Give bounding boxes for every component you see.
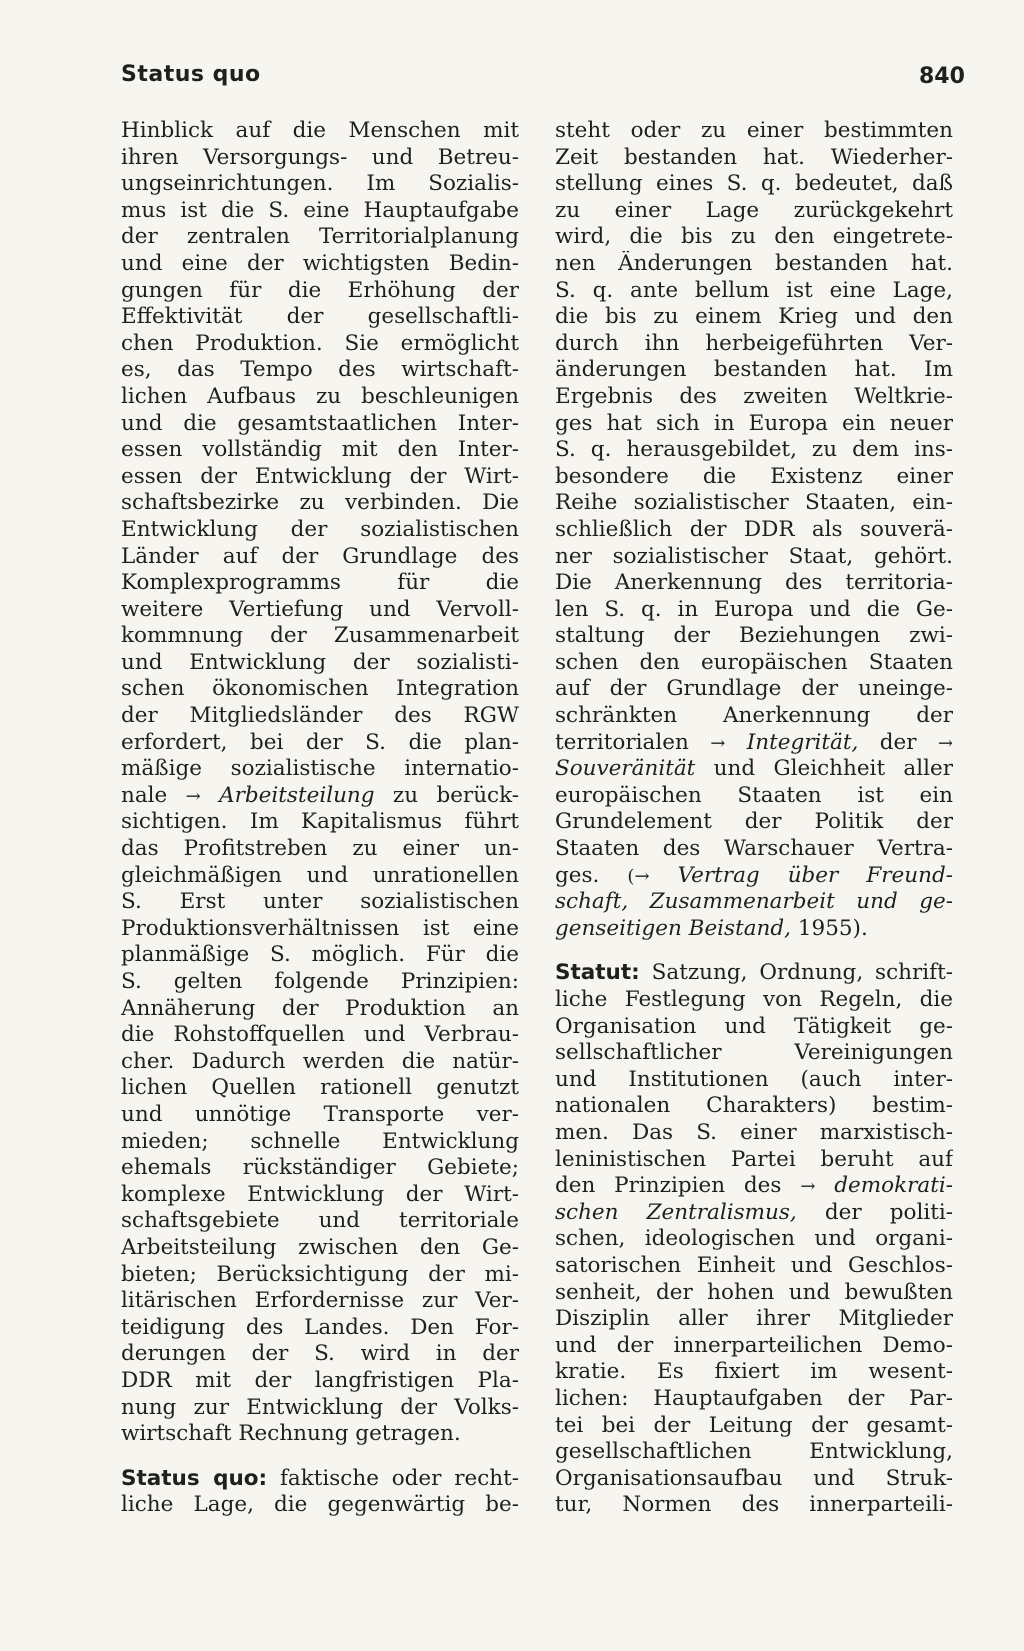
- line-end: und Gleichheit aller: [713, 756, 953, 782]
- text-line: und die gesamtstaatlichen Inter-: [121, 410, 519, 436]
- arrow-icon: (→: [627, 865, 650, 887]
- text-line: schaftsbezirke zu verbinden. Die: [121, 490, 519, 516]
- cross-reference-link[interactable]: demokrati-: [834, 1173, 953, 1199]
- text-line: Die Anerkennung des territoria-: [555, 570, 953, 596]
- text-line: Produktionsverhältnissen ist eine: [121, 915, 519, 941]
- text-line: Reihe sozialistischer Staaten, ein-: [555, 490, 953, 516]
- text-line: ungseinrichtungen. Im Sozialis-: [121, 171, 519, 197]
- text-line: erfordert, bei der S. die plan-: [121, 729, 519, 755]
- text-line: europäischen Staaten ist ein: [555, 782, 953, 808]
- arrow-icon: →: [937, 732, 953, 754]
- paragraph-gap: [121, 1448, 519, 1466]
- text-line: komplexe Entwicklung der Wirt-: [121, 1181, 519, 1207]
- text-line: ner sozialistischer Staat, gehört.: [555, 543, 953, 569]
- right-column: [555, 118, 953, 1519]
- text-line: und Institutionen (auch inter-: [555, 1066, 953, 1092]
- text-line: die bis zu einem Krieg und den: [555, 304, 953, 330]
- text-line: kratie. Es fixiert im wesent-: [555, 1359, 953, 1385]
- text-line: Entwicklung der sozialistischen: [121, 516, 519, 542]
- page-number: 840: [919, 64, 965, 89]
- text-line: kommnung der Zusammenarbeit: [121, 623, 519, 649]
- text-line: teidigung des Landes. Den For-: [121, 1314, 519, 1340]
- line-mid: der: [879, 729, 917, 755]
- text-line: der zentralen Territorialplanung: [121, 224, 519, 250]
- text-line: wirtschaft Rechnung getragen.: [121, 1421, 461, 1447]
- text-line: liche Festlegung von Regeln, die: [555, 987, 953, 1012]
- text-line: Hinblick auf die Menschen mit: [121, 118, 519, 143]
- text-line: S. gelten folgende Prinzipien:: [121, 969, 519, 994]
- cross-reference-link[interactable]: schaft, Zusammenarbeit und ge-: [555, 889, 953, 915]
- text-line: S. q. herausgebildet, zu dem ins-: [555, 437, 953, 463]
- text-line: auf der Grundlage der uneinge-: [555, 676, 953, 702]
- text-line: S. Erst unter sozialistischen: [121, 889, 519, 915]
- text-line: Staaten des Warschauer Vertra-: [555, 836, 953, 862]
- line-start: ges.: [555, 862, 600, 888]
- text-line-with-reference: [555, 916, 953, 943]
- entry-term: Statut:: [555, 960, 640, 986]
- line-start: nale: [121, 782, 168, 808]
- text-line: ges hat sich in Europa ein neuer: [555, 410, 953, 436]
- paragraph-gap: [555, 942, 953, 960]
- text-line: gungen für die Erhöhung der: [121, 277, 519, 303]
- text-line: schen den europäischen Staaten: [555, 649, 953, 675]
- text-line: schen, ideologischen und organi-: [555, 1226, 953, 1252]
- arrow-icon: →: [185, 785, 201, 807]
- text-line: stellung eines S. q. bedeutet, daß: [555, 171, 953, 197]
- text-line: durch ihn herbeigeführten Ver-: [555, 330, 953, 356]
- text-line: Länder auf der Grundlage des: [121, 543, 519, 569]
- cross-reference-link[interactable]: Souveränität: [555, 756, 696, 782]
- text-line: Organisationsaufbau und Struk-: [555, 1465, 953, 1491]
- text-line: mus ist die S. eine Hauptaufgabe: [121, 197, 519, 223]
- text-line: chen Produktion. Sie ermöglicht: [121, 330, 519, 356]
- text-line: gleichmäßigen und unrationellen: [121, 862, 519, 888]
- text-line: Arbeitsteilung zwischen den Ge-: [121, 1234, 519, 1260]
- text-line: men. Das S. einer marxistisch-: [555, 1119, 953, 1145]
- text-line: änderungen bestanden hat. Im: [555, 357, 953, 383]
- text-line: mieden; schnelle Entwicklung: [121, 1128, 519, 1154]
- text-line-with-reference: [555, 1173, 953, 1200]
- text-line: die Rohstoffquellen und Verbrau-: [121, 1022, 519, 1048]
- text-line: gesellschaftlichen Entwicklung,: [555, 1439, 953, 1465]
- text-line: Grundelement der Politik der: [555, 809, 953, 835]
- text-line: Annäherung der Produktion an: [121, 995, 519, 1021]
- line-start: territorialen: [555, 729, 689, 755]
- text-line: nen Änderungen bestanden hat.: [555, 250, 953, 276]
- entry-term: Status quo:: [121, 1465, 268, 1491]
- text-line: tei bei der Leitung der gesamt-: [555, 1412, 953, 1438]
- text-line: steht oder zu einer bestimmten: [555, 118, 953, 143]
- line-end: zu berück-: [392, 782, 519, 808]
- text-line-with-reference: [555, 730, 953, 757]
- text-line: derungen der S. wird in der: [121, 1341, 519, 1367]
- text-line: essen der Entwicklung der Wirt-: [121, 463, 519, 489]
- text-line: lichen Quellen rationell genutzt: [121, 1075, 519, 1101]
- text-line: das Profitstreben zu einer un-: [121, 836, 519, 862]
- arrow-icon: →: [710, 732, 726, 754]
- entry-headline: [555, 960, 953, 987]
- text-line-with-reference: [555, 756, 953, 783]
- text-line: nung zur Entwicklung der Volks-: [121, 1394, 519, 1420]
- text-line: len S. q. in Europa und die Ge-: [555, 596, 953, 622]
- cross-reference-link[interactable]: Integrität,: [746, 729, 859, 755]
- text-line-with-reference: [555, 1200, 953, 1227]
- text-line: schließlich der DDR als souverä-: [555, 516, 953, 542]
- text-line: satorischen Einheit und Geschlos-: [555, 1252, 953, 1278]
- text-line: und der innerparteilichen Demo-: [555, 1332, 953, 1358]
- text-line: und unnötige Transporte ver-: [121, 1101, 519, 1127]
- text-line: und Entwicklung der sozialisti-: [121, 649, 519, 675]
- text-line: leninistischen Partei beruht auf: [555, 1146, 953, 1172]
- text-line: senheit, der hohen und bewußten: [555, 1279, 953, 1305]
- text-line-with-reference: [121, 783, 519, 810]
- cross-reference-link[interactable]: genseitigen Beistand,: [555, 915, 791, 941]
- text-line: besondere die Existenz einer: [555, 463, 953, 489]
- text-line: Zeit bestanden hat. Wiederher-: [555, 144, 953, 170]
- text-line: ihren Versorgungs- und Betreu-: [121, 144, 519, 170]
- text-line: sichtigen. Im Kapitalismus führt: [121, 809, 519, 835]
- text-line: sellschaftlicher Vereinigungen: [555, 1040, 953, 1066]
- line-end: 1955).: [797, 915, 868, 941]
- running-head: Status quo: [121, 62, 261, 87]
- line-end: der politi-: [824, 1199, 953, 1225]
- text-line: mäßige sozialistische internatio-: [121, 756, 519, 782]
- text-line: weitere Vertiefung und Vervoll-: [121, 596, 519, 622]
- cross-reference-link[interactable]: Arbeitsteilung: [219, 782, 375, 808]
- text-line: nationalen Charakters) bestim-: [555, 1093, 953, 1119]
- entry-headline: [121, 1466, 519, 1493]
- text-line: lichen Aufbaus zu beschleunigen: [121, 383, 519, 409]
- text-line: schränkten Anerkennung der: [555, 703, 953, 729]
- text-line: Disziplin aller ihrer Mitglieder: [555, 1306, 953, 1332]
- definition-start: faktische oder recht-: [279, 1465, 519, 1491]
- text-line: schaftsgebiete und territoriale: [121, 1208, 519, 1234]
- text-line-with-reference: [555, 863, 953, 890]
- text-line: Effektivität der gesellschaftli-: [121, 304, 519, 330]
- text-line: S. q. ante bellum ist eine Lage,: [555, 277, 953, 303]
- text-line: und eine der wichtigsten Bedin-: [121, 250, 519, 276]
- text-line: zu einer Lage zurückgekehrt: [555, 197, 953, 223]
- text-line: schen ökonomischen Integration: [121, 676, 519, 702]
- text-line: staltung der Beziehungen zwi-: [555, 623, 953, 649]
- text-line: der Mitgliedsländer des RGW: [121, 703, 519, 729]
- line-start: den Prinzipien des: [555, 1173, 782, 1199]
- text-line: bieten; Berücksichtigung der mi-: [121, 1261, 519, 1287]
- cross-reference-link[interactable]: Vertrag über Freund-: [677, 862, 953, 888]
- text-line: Organisation und Tätigkeit ge-: [555, 1013, 953, 1039]
- definition-start: Satzung, Ordnung, schrift-: [651, 960, 953, 986]
- text-line: wird, die bis zu den eingetrete-: [555, 224, 953, 250]
- text-line: Komplexprogramms für die: [121, 570, 519, 596]
- text-line: cher. Dadurch werden die natür-: [121, 1048, 519, 1074]
- left-column: [121, 118, 519, 1519]
- text-line: litärischen Erfordernisse zur Ver-: [121, 1288, 519, 1314]
- text-line: tur, Normen des innerparteili-: [555, 1492, 953, 1518]
- text-line: es, das Tempo des wirtschaft-: [121, 357, 519, 383]
- text-line: DDR mit der langfristigen Pla-: [121, 1367, 519, 1393]
- text-line: liche Lage, die gegenwärtig be-: [121, 1492, 519, 1518]
- cross-reference-link[interactable]: schen Zentralismus,: [555, 1199, 797, 1225]
- arrow-icon: →: [800, 1176, 816, 1198]
- text-line: lichen: Hauptaufgaben der Par-: [555, 1385, 953, 1411]
- text-line: planmäßige S. möglich. Für die: [121, 942, 519, 968]
- text-line: essen vollständig mit den Inter-: [121, 437, 519, 463]
- text-line: ehemals rückständiger Gebiete;: [121, 1155, 519, 1181]
- text-line: Ergebnis des zweiten Weltkrie-: [555, 383, 953, 409]
